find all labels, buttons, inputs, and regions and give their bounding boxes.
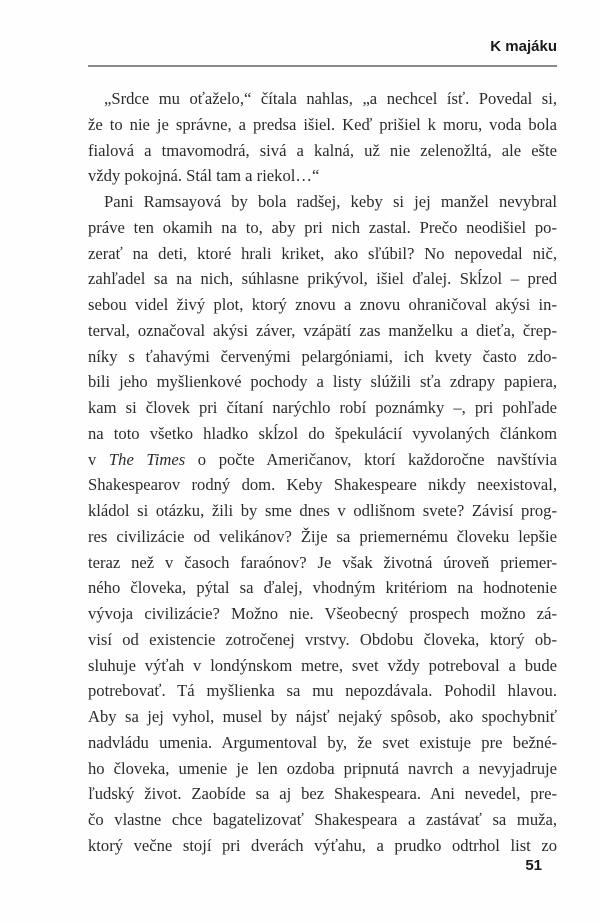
text-line: zerať na deti, ktoré hrali kriket, ako sľúbil? No nepovedal nič,	[88, 243, 557, 263]
text-line: sluhuje výťah v londýnskom metre, svet vždy potreboval a bude	[88, 655, 557, 675]
text-line: Pani Ramsayová by bola radšej, keby si jej manžel nevybral	[104, 192, 557, 211]
text-line: res civilizácie od velikánov? Žije sa priemernému človeku lepšie	[88, 526, 557, 546]
text-line: potrebovať. Tá myšlienka sa mu nepozdávala. Pohodil hlavou.	[88, 681, 557, 701]
text-line: fialová a tmavomodrá, sivá a kalná, už nie zelenožltá, ale ešte	[88, 140, 557, 160]
text-line	[88, 447, 557, 473]
italic-title: The Times	[108, 449, 186, 469]
running-head: K majáku	[490, 38, 557, 55]
text-line: „Srdce mu oťaželo,“ čítala nahlas, „a nechcel ísť. Povedal si,	[104, 89, 557, 108]
header-rule	[88, 65, 557, 67]
text-line: práve ten okamih na to, aby pri nich zastal. Prečo neodišiel po-	[88, 217, 557, 237]
text-line: ľudský život. Zaobíde sa aj bez Shakespeara. Ani nevedel, pre-	[88, 784, 557, 804]
text-line: ktorý večne stojí pri dverách výťahu, a prudko odtrhol list zo	[88, 835, 557, 855]
text-line: Aby sa jej vyhol, musel by nájsť nejaký spôsob, ako spochybniť	[88, 707, 557, 726]
text-line: terval, označoval akýsi záver, vzápätí zas manželku a dieťa, črep-	[88, 320, 557, 340]
page-number: 51	[525, 857, 542, 874]
text-line: zahľadel sa na nich, súhlasne prikývol, išiel ďalej. Skĺzol – pred	[88, 269, 557, 289]
text-line: bili jeho myšlienkové pochody a listy slúžili sťa zdrapy papiera,	[88, 372, 557, 392]
text-line: vždy pokojná. Stál tam a riekol…“	[88, 166, 320, 186]
text-line: kládol si otázku, žili by sme dnes v odlišnom svete? Závisí prog-	[88, 501, 557, 520]
text-line: vývoja civilizácie? Možno nie. Všeobecný prospech možno zá-	[88, 604, 557, 623]
text-line: ho človeka, umenie je len ozdoba pripnutá navrch a nevyjadruje	[88, 758, 557, 778]
text-line: ného človeka, pýtal sa ďalej, vhodným kritériom na hodnotenie	[88, 578, 557, 598]
text-line: teraz než v časoch faraónov? Je však životná úroveň priemer-	[88, 552, 557, 572]
text-line: kam si človek pri čítaní narýchlo robí poznámky –, pri pohľade	[88, 398, 557, 417]
body-text	[88, 86, 557, 859]
text-line: na toto všetko hladko skĺzol do špekulácií vyvolaných článkom	[88, 423, 557, 443]
text-line: že to nie je správne, a predsa išiel. Keď prišiel k moru, voda bola	[88, 114, 557, 134]
text-fragment: v	[88, 449, 109, 469]
text-line: sebou videl živý plot, ktorý znovu a znovu ohraničoval akýsi in-	[88, 295, 557, 314]
text-line: nadvládu umenia. Argumentoval by, že svet existuje pre bežné-	[88, 732, 557, 752]
text-line: visí od existencie zotročenej vrstvy. Obdobu človeka, ktorý ob-	[88, 629, 557, 649]
text-fragment: o počte Američanov, ktorí každoročne navštívia	[185, 449, 557, 469]
text-line: Shakespearov rodný dom. Keby Shakespeare nikdy neexistoval,	[88, 475, 557, 495]
text-line: níky s ťahavými červenými pelargóniami, ich kvety často zdo-	[88, 346, 557, 366]
text-line: čo vlastne chce bagatelizovať Shakespeara a zastávať sa muža,	[88, 810, 557, 829]
